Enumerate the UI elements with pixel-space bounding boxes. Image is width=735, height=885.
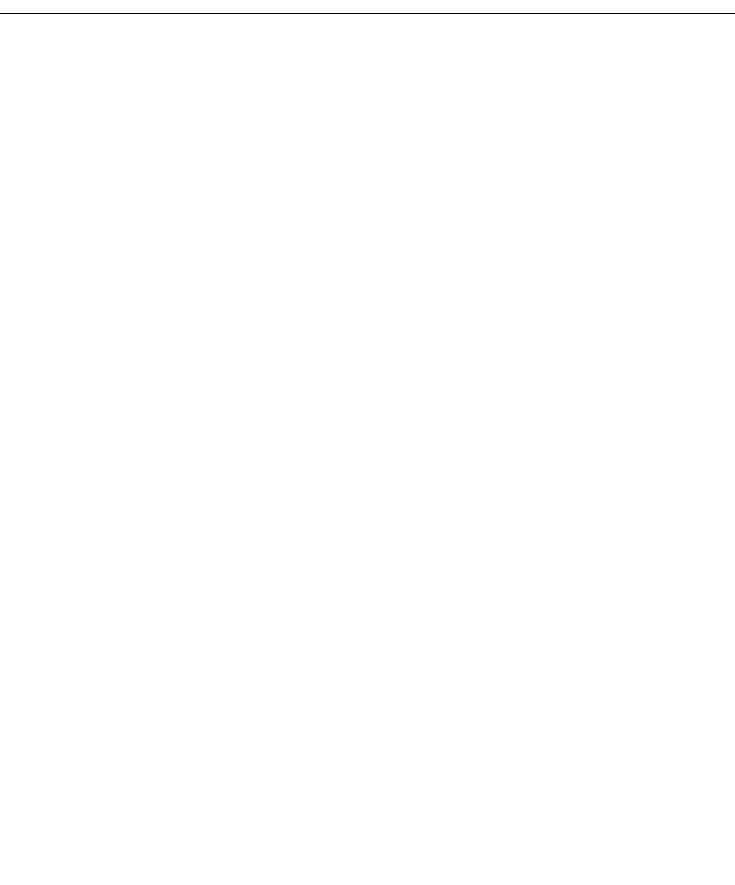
table-top-rule xyxy=(0,13,735,14)
